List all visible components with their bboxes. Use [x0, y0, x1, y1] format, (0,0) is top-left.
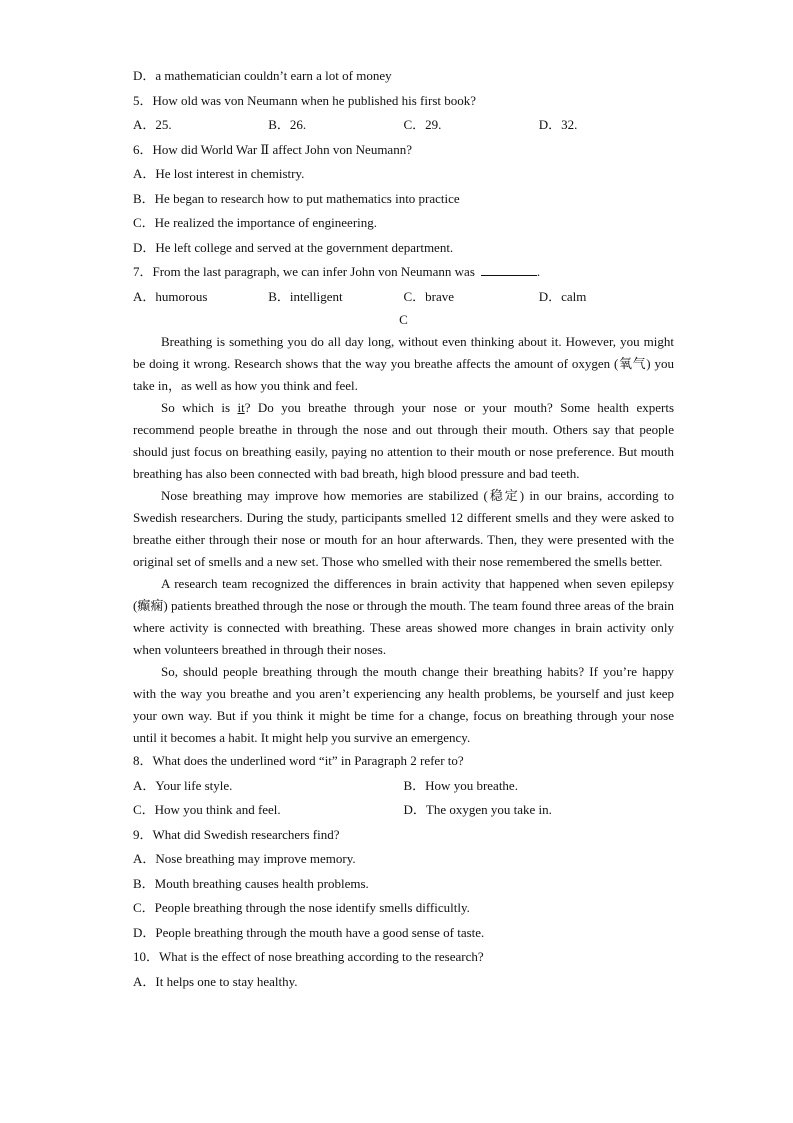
q8-question: 8．What does the underlined word “it” in Paragraph 2 refer to? [133, 753, 464, 768]
passage-paragraph-4: A research team recognized the differences in brain activity that happened when seven epilepsy (癫痫) patients breathed through the nose or through the mouth. The team found three areas of the brain where activity is connected with breathing. These areas showed more changes in brain activity only when volunteers breathed in through their noses. [133, 576, 674, 657]
q7-question [133, 260, 674, 285]
q5-question: 5．How old was von Neumann when he published his first book? [133, 92, 477, 108]
q10-question: 10．What is the effect of nose breathing according to the research? [133, 949, 484, 964]
q8-option-c: C．How you think and feel. [133, 802, 281, 817]
q8-options-row-2 [133, 798, 674, 823]
q5-options [133, 113, 674, 138]
q5-option-c: C．29. [403, 117, 442, 132]
q8-option-d: D．The oxygen you take in. [403, 802, 552, 817]
passage-label: C [399, 312, 408, 327]
q7-option-d: D．calm [538, 288, 587, 304]
q10-option-a: A．It helps one to stay healthy. [133, 973, 298, 989]
q9-option-a: A．Nose breathing may improve memory. [133, 851, 356, 866]
q9-option-d: D．People breathing through the mouth have a good sense of taste. [133, 924, 485, 940]
exam-page [133, 64, 674, 994]
q7-options [133, 285, 674, 310]
passage-paragraph-1: Breathing is something you do all day long, without even thinking about it. However, you might be doing it wrong. Research shows that the way you breathe affects the amount of oxygen (氧气) you take in，as well as how you think and feel. [133, 334, 674, 393]
q7-option-a: A．humorous [133, 288, 208, 304]
underlined-word-it: it [237, 400, 245, 415]
answer-blank [481, 263, 537, 276]
q8-options-row-1 [133, 774, 674, 799]
q5-option-d: D．32. [538, 117, 578, 132]
q6-option-a: A．He lost interest in chemistry. [133, 166, 305, 181]
q6-option-c: C．He realized the importance of engineering. [133, 215, 378, 230]
q8-option-a: A．Your life style. [133, 777, 233, 793]
p2-before: So which is [161, 400, 238, 415]
q7-option-c: C．brave [403, 288, 455, 304]
q5-option-b: B．26. [268, 117, 307, 132]
passage-paragraph-5: So, should people breathing through the mouth change their breathing habits? If you’re happy with the way you breathe and you aren’t experiencing any health problems, be yourself and just keep your own way. But if you think it might be time for a change, focus on breathing through your nose until it becomes a habit. It might help you survive an emergency. [133, 664, 674, 745]
passage-paragraph-3: Nose breathing may improve how memories are stabilized (稳定) in our brains, according to Swedish researchers. During the study, participants smelled 12 different smells and they were asked to breathe either through their nose or mouth for an hour afterwards. Then, they were presented with the original set of smells and a new set. Those who smelled with their nose remembered the smells better. [133, 488, 674, 569]
q6-option-b: B．He began to research how to put mathematics into practice [133, 190, 460, 206]
q9-option-c: C．People breathing through the nose identify smells difficultly. [133, 900, 470, 915]
passage-paragraph-2 [133, 397, 674, 485]
p2-after: ? Do you breathe through your nose or your mouth? Some health experts recommend people breathe in through the nose and out through their mouth. Others say that people should just focus on breathing easily, paying no attention to their mouth or nose preference. But mouth breathing has also been connected with bad breath, high blood pressure and bad teeth. [133, 400, 675, 481]
q9-option-b: B．Mouth breathing causes health problems. [133, 875, 369, 891]
q5-option-a: A．25. [133, 117, 172, 132]
q8-option-b: B．How you breathe. [403, 777, 518, 793]
q7-question-text: 7．From the last paragraph, we can infer John von Neumann was [133, 264, 475, 279]
q7-question-end: . [536, 264, 541, 279]
q7-option-b: B．intelligent [268, 288, 343, 304]
q6-option-d: D．He left college and served at the government department. [133, 239, 454, 255]
q6-question: 6．How did World War Ⅱ affect John von Neumann? [133, 141, 412, 157]
q4-option-d: D．a mathematician couldn’t earn a lot of money [133, 68, 392, 83]
q9-question: 9．What did Swedish researchers find? [133, 826, 340, 842]
